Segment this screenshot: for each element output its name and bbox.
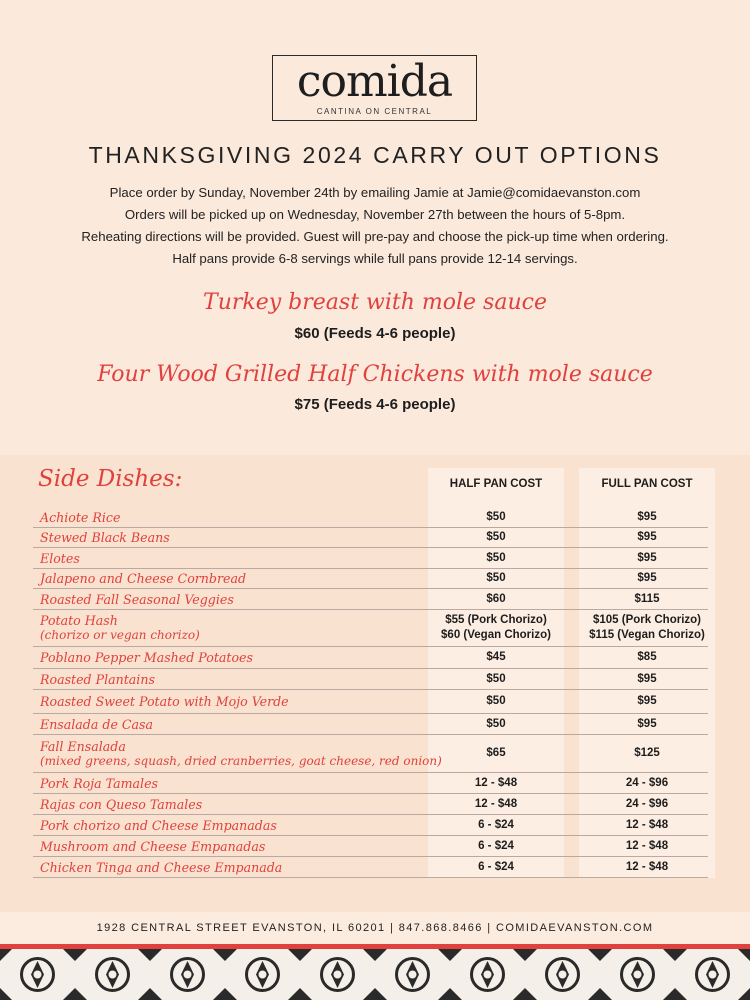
full-pan-price: $95 bbox=[637, 672, 657, 685]
table-row bbox=[33, 857, 708, 878]
tile-pattern-icon bbox=[600, 949, 675, 1000]
tile-pattern-icon bbox=[225, 949, 300, 1000]
logo bbox=[272, 55, 477, 121]
full-pan-header: FULL PAN COST bbox=[601, 478, 693, 490]
tile-pattern-icon bbox=[375, 949, 450, 1000]
dish-name: Achiote Rice bbox=[40, 510, 121, 525]
full-pan-price bbox=[579, 610, 715, 646]
full-pan-price: $125 bbox=[634, 747, 660, 759]
dish-name: Roasted Sweet Potato with Mojo Verde bbox=[40, 694, 289, 709]
full-pan-price-vegan: $115 (Vegan Chorizo) bbox=[589, 629, 705, 641]
half-pan-price: 12 - $48 bbox=[474, 797, 518, 810]
dish-name: Chicken Tinga and Cheese Empanada bbox=[40, 859, 283, 875]
table-row bbox=[33, 836, 708, 857]
intro-line: Place order by Sunday, November 24th by emailing Jamie at Jamie@comidaevanston.com bbox=[109, 185, 641, 200]
decorative-tile-border bbox=[0, 949, 750, 1000]
half-pan-price: $50 bbox=[486, 551, 506, 564]
intro-text bbox=[0, 182, 750, 270]
dish-name: Elotes bbox=[40, 550, 80, 566]
full-pan-price: $115 bbox=[634, 592, 660, 605]
dish-name: Roasted Plantains bbox=[40, 671, 155, 687]
full-pan-price: $95 bbox=[637, 717, 657, 730]
table-row bbox=[33, 815, 708, 836]
tile-pattern-icon bbox=[525, 949, 600, 1000]
tile-pattern-icon bbox=[75, 949, 150, 1000]
half-pan-header: HALF PAN COST bbox=[449, 478, 543, 490]
table-row bbox=[33, 647, 708, 669]
half-pan-price: $50 bbox=[486, 695, 506, 707]
feature-chicken-name: Four Wood Grilled Half Chickens with mole sauce bbox=[97, 362, 653, 387]
side-dishes-table bbox=[33, 508, 708, 878]
tile-pattern-icon bbox=[0, 949, 75, 1000]
dish-name: Rajas con Queso Tamales bbox=[40, 796, 203, 812]
half-pan-price: 6 - $24 bbox=[478, 860, 514, 873]
dish-name: Ensalada de Casa bbox=[40, 716, 154, 732]
half-pan-price: 12 - $48 bbox=[474, 776, 518, 789]
table-row bbox=[33, 508, 708, 528]
half-pan-price: $60 bbox=[486, 592, 506, 605]
full-pan-price-pork: $105 (Pork Chorizo) bbox=[593, 614, 701, 626]
feature-chicken-price: $75 (Feeds 4-6 people) bbox=[294, 396, 456, 413]
intro-line: Orders will be picked up on Wednesday, November 27th between the hours of 5-8pm. bbox=[124, 207, 626, 222]
table-row bbox=[33, 794, 708, 815]
half-pan-price bbox=[428, 610, 564, 646]
table-row bbox=[33, 569, 708, 589]
footer-contact: 1928 CENTRAL STREET EVANSTON, IL 60201 | 847.868.8466 | COMIDAEVANSTON.COM bbox=[0, 912, 750, 944]
half-pan-price: $50 bbox=[486, 531, 506, 543]
table-row bbox=[33, 669, 708, 690]
full-pan-price: $95 bbox=[637, 695, 657, 707]
full-pan-price: 24 - $96 bbox=[625, 797, 669, 810]
half-pan-price: $50 bbox=[486, 511, 506, 523]
tile-pattern-icon bbox=[300, 949, 375, 1000]
intro-line: Half pans provide 6-8 servings while full pans provide 12-14 servings. bbox=[172, 251, 578, 266]
dish-description: (mixed greens, squash, dried cranberries, goat cheese, red onion) bbox=[40, 753, 442, 768]
full-pan-price: $95 bbox=[637, 551, 657, 564]
tile-pattern-icon bbox=[675, 949, 750, 1000]
dish-name bbox=[40, 735, 442, 772]
table-row bbox=[33, 589, 708, 610]
full-pan-price: 12 - $48 bbox=[625, 860, 669, 873]
table-row bbox=[33, 773, 708, 794]
intro-line: Reheating directions will be provided. Guest will pre-pay and choose the pick-up time when ordering. bbox=[81, 229, 669, 244]
half-pan-price-vegan: $60 (Vegan Chorizo) bbox=[441, 629, 551, 641]
half-pan-price: $50 bbox=[486, 572, 506, 584]
half-pan-price: $45 bbox=[486, 651, 506, 663]
table-row bbox=[33, 528, 708, 548]
dish-title: Fall Ensalada bbox=[40, 738, 126, 754]
table-row bbox=[33, 690, 708, 714]
dish-name bbox=[40, 610, 200, 646]
half-pan-price-pork: $55 (Pork Chorizo) bbox=[445, 614, 547, 626]
dish-name: Jalapeno and Cheese Cornbread bbox=[40, 571, 247, 586]
dish-name: Stewed Black Beans bbox=[40, 530, 170, 545]
full-pan-price: 24 - $96 bbox=[625, 776, 669, 789]
logo-subtitle: CANTINA ON CENTRAL bbox=[316, 107, 433, 116]
full-pan-price: 12 - $48 bbox=[625, 839, 669, 852]
tile-pattern-icon bbox=[150, 949, 225, 1000]
full-pan-price: $95 bbox=[637, 511, 657, 523]
dish-title: Potato Hash bbox=[40, 613, 118, 628]
dish-name: Poblano Pepper Mashed Potatoes bbox=[40, 650, 253, 665]
table-row bbox=[33, 610, 708, 647]
full-pan-price: $85 bbox=[637, 651, 657, 663]
dish-name: Roasted Fall Seasonal Veggies bbox=[40, 591, 234, 607]
dish-name: Pork Roja Tamales bbox=[40, 775, 159, 791]
dish-name: Mushroom and Cheese Empanadas bbox=[40, 838, 266, 854]
page-title: THANKSGIVING 2024 CARRY OUT OPTIONS bbox=[88, 142, 662, 168]
half-pan-price: 6 - $24 bbox=[478, 839, 514, 852]
half-pan-price: 6 - $24 bbox=[478, 818, 514, 831]
half-pan-price: $50 bbox=[486, 717, 506, 730]
half-pan-price: $65 bbox=[486, 747, 506, 759]
logo-wordmark: comida bbox=[296, 56, 453, 107]
tile-pattern-icon bbox=[450, 949, 525, 1000]
table-row bbox=[33, 714, 708, 735]
half-pan-price: $50 bbox=[486, 672, 506, 685]
dish-description: (chorizo or vegan chorizo) bbox=[40, 628, 200, 642]
full-pan-price: $95 bbox=[637, 572, 657, 584]
side-dishes-title: Side Dishes: bbox=[38, 466, 183, 492]
dish-name: Pork chorizo and Cheese Empanadas bbox=[40, 817, 277, 833]
feature-turkey-name: Turkey breast with mole sauce bbox=[203, 290, 547, 315]
feature-turkey-price: $60 (Feeds 4-6 people) bbox=[294, 325, 456, 342]
full-pan-price: 12 - $48 bbox=[625, 818, 669, 831]
table-row bbox=[33, 735, 708, 773]
full-pan-price: $95 bbox=[637, 531, 657, 543]
table-row bbox=[33, 548, 708, 569]
